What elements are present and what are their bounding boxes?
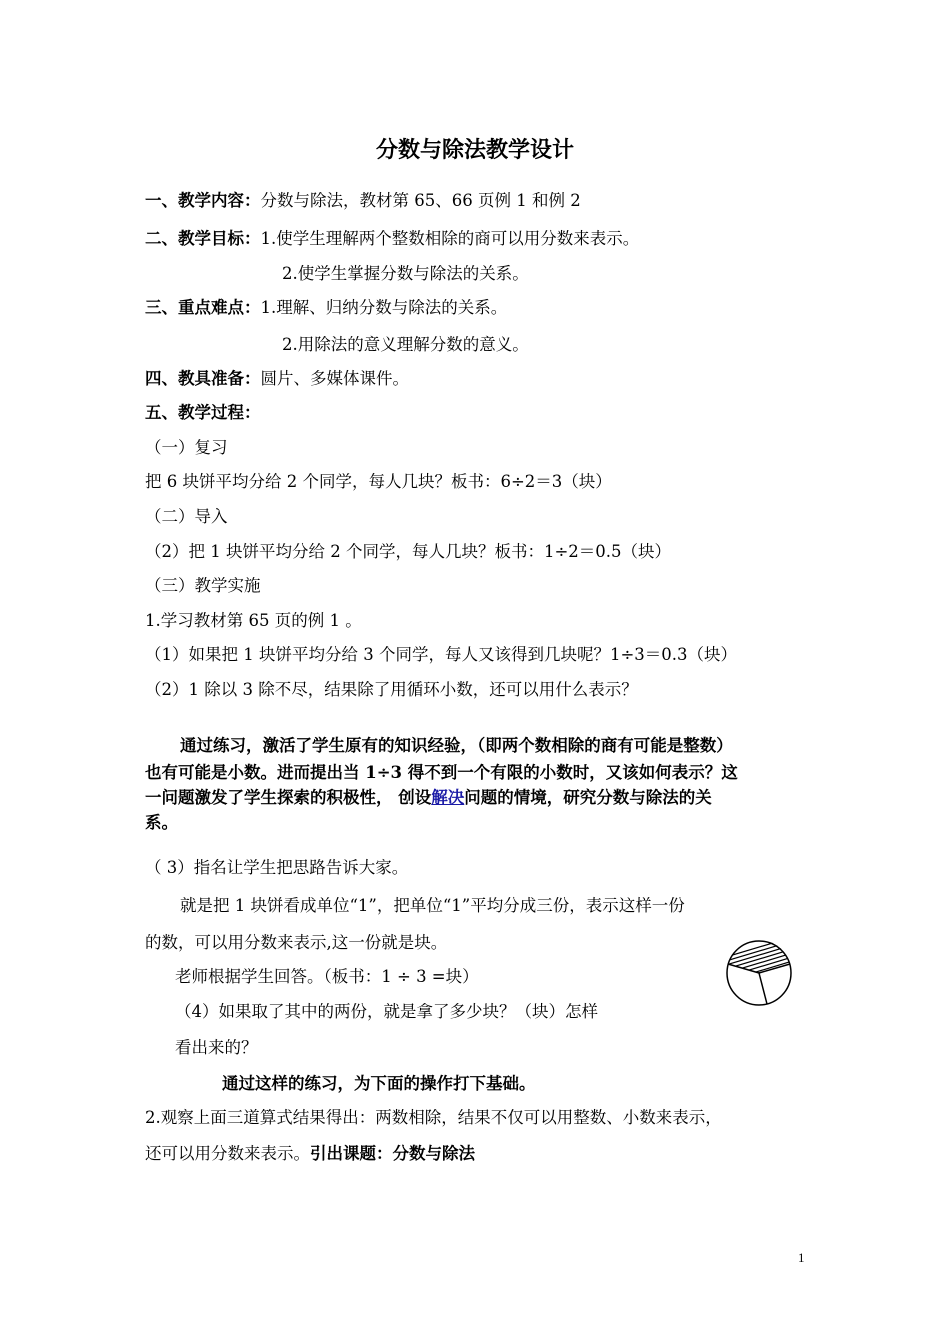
goal-item-1: 1.使学生理解两个整数相除的商可以用分数来表示。 <box>260 229 640 248</box>
intro-text: （2）把 1 块饼平均分给 2 个同学，每人几块？板书：1÷2＝0.5（块） <box>145 542 672 561</box>
section-text: 分数与除法，教材第 65、66 页例 1 和例 2 <box>260 191 581 210</box>
step-4-question: （4）如果取了其中的两份，就是拿了多少块？（块）怎样 <box>175 1002 598 1021</box>
section-teaching-content <box>145 189 581 213</box>
section-heading: 三、重点难点： <box>145 298 261 317</box>
note-paragraph-line-4: 系。 <box>145 813 178 832</box>
conclusion-line-2 <box>145 1142 475 1166</box>
key-point-1: 1.理解、归纳分数与除法的关系。 <box>260 298 508 317</box>
page-number: 1 <box>798 1250 805 1265</box>
section-heading: 四、教具准备： <box>145 369 261 388</box>
note-paragraph-line-3 <box>145 786 712 810</box>
solve-link[interactable]: 解决 <box>431 788 465 807</box>
lesson-topic: 引出课题：分数与除法 <box>310 1144 475 1163</box>
step-4-question-cont: 看出来的？ <box>175 1038 258 1057</box>
note-text: 问题的情境，研究分数与除法的关 <box>464 788 712 807</box>
step-3-text: （ 3）指名让学生把思路告诉大家。 <box>145 858 409 877</box>
section-materials <box>145 367 409 391</box>
step-3-explanation-line-1: 就是把 1 块饼看成单位“1”，把单位“1”平均分成三份，表示这样一份 <box>180 896 685 915</box>
goal-item-2: 2.使学生掌握分数与除法的关系。 <box>282 264 529 283</box>
review-heading: （一）复习 <box>145 438 228 457</box>
intro-heading: （二）导入 <box>145 507 228 526</box>
implementation-heading: （三）教学实施 <box>145 576 261 595</box>
divided-circle-figure <box>726 940 792 1006</box>
implementation-question-2: （2）1 除以 3 除不尽，结果除了用循环小数，还可以用什么表示？ <box>145 680 638 699</box>
implementation-step-1: 1.学习教材第 65 页的例 1 。 <box>145 611 362 630</box>
section-process-heading: 五、教学过程： <box>145 403 261 422</box>
shaded-third <box>726 940 792 988</box>
note-paragraph-line-1: 通过练习，激活了学生原有的知识经验，（即两个数相除的商有可能是整数） <box>180 736 733 755</box>
review-text: 把 6 块饼平均分给 2 个同学，每人几块？板书：6÷2＝3（块） <box>145 472 612 491</box>
conclusion-line-1: 2.观察上面三道算式结果得出：两数相除，结果不仅可以用整数、小数来表示， <box>145 1108 722 1127</box>
section-key-points <box>145 296 507 320</box>
implementation-question-1: （1）如果把 1 块饼平均分给 3 个同学，每人又该得到几块呢？1÷3＝0.3（块） <box>145 645 738 664</box>
note-paragraph-line-2: 也有可能是小数。进而提出当 1÷3 得不到一个有限的小数时，又该如何表示？这 <box>145 763 738 782</box>
conclusion-text: 还可以用分数来表示。 <box>145 1144 310 1163</box>
note-practice: 通过这样的练习，为下面的操作打下基础。 <box>222 1074 536 1093</box>
step-3-board-note: 老师根据学生回答。（板书：1 ÷ 3 =块） <box>175 967 479 986</box>
section-heading: 二、教学目标： <box>145 229 261 248</box>
note-text: 一问题激发了学生探索的积极性， 创设 <box>145 788 432 807</box>
section-heading: 一、教学内容： <box>145 191 261 210</box>
key-point-2: 2.用除法的意义理解分数的意义。 <box>282 335 529 354</box>
step-3-explanation-line-2: 的数，可以用分数来表示,这一份就是块。 <box>145 933 448 952</box>
section-teaching-goals <box>145 227 639 251</box>
page-title: 分数与除法教学设计 <box>375 137 574 163</box>
section-text: 圆片、多媒体课件。 <box>260 369 409 388</box>
